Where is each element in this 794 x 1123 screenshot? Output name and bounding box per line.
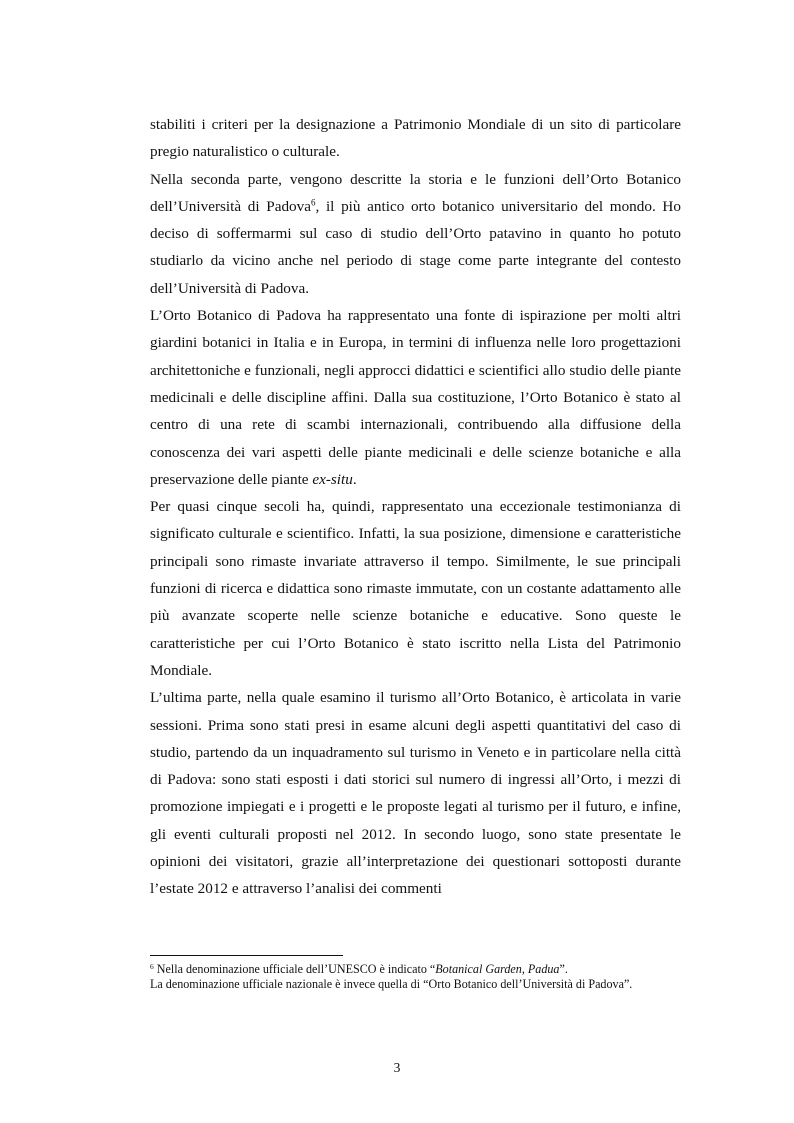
body-text bbox=[150, 111, 681, 903]
paragraph-5: L’ultima parte, nella quale esamino il turismo all’Orto Botanico, è articolata in varie sessioni. Prima sono stati presi in esame alcuni degli aspetti quantitativi del caso di studio, partendo da un inquadramento sul turismo in Veneto e in particolare nella città di Padova: sono stati esposti i dati storici sul numero di ingressi all’Orto, i mezzi di promozione impiegati e i progetti e le proposte legati al turismo per il futuro, e infine, gli eventi culturali proposti nel 2012. In secondo luogo, sono state presentate le opinioni dei visitatori, grazie all’interpretazione dei questionari sottoposti durante l’estate 2012 e attraverso l’analisi dei commenti bbox=[150, 689, 681, 898]
footnote-divider bbox=[150, 955, 343, 956]
paragraph-2: Nella seconda parte, vengono descritte la storia e le funzioni dell’Orto Botanico dell’Università di Padova$^6$, il più antico orto botanico universitario del mondo. Ho deciso di soffermarmi sul caso di studio dell’Orto patavino in quanto ho potuto studiarlo da vicino anche nel periodo di stage come parte integrante del contesto dell’Università di Padova. bbox=[150, 170, 681, 297]
footnote-reference: 6 bbox=[310, 197, 316, 208]
paragraph-3: L’Orto Botanico di Padova ha rappresentato una fonte di ispirazione per molti altri giardini botanici in Italia e in Europa, in termini di influenza nelle loro progettazioni architettoniche e funzionali, negli approcci didattici e scientifici allo studio delle piante medicinali e delle discipline affini. Dalla sua costituzione, l’Orto Botanico è stato al centro di una rete di scambi internazionali, contribuendo alla diffusione della conoscenza dei vari aspetti delle piante medicinali e delle scienze botaniche e alla preservazione delle piante ex-situ. bbox=[150, 307, 681, 488]
footnote-marker: 6 bbox=[150, 961, 154, 971]
paragraph-1: stabiliti i criteri per la designazione a Patrimonio Mondiale di un sito di particolare pregio naturalistico o culturale. bbox=[150, 116, 681, 161]
footnote-6-continued: La denominazione ufficiale nazionale è invece quella di “Orto Botanico dell’Università di Padova”. bbox=[150, 976, 633, 991]
footnote-6: $^6$ Nella denominazione ufficiale dell’UNESCO è indicato “Botanical Garden, Padua”. bbox=[150, 961, 568, 976]
page-number: 3 bbox=[393, 1060, 401, 1075]
paragraph-4: Per quasi cinque secoli ha, quindi, rappresentato una eccezionale testimonianza di significato culturale e scientifico. Infatti, la sua posizione, dimensione e caratteristiche principali sono rimaste invariate attraverso il tempo. Similmente, le sue principali funzioni di ricerca e didattica sono rimaste immutate, con un costante adattamento alle più avanzate scoperte nelle scienze botaniche e educative. Sono queste le caratteristiche per cui l’Orto Botanico è stato iscritto nella Lista del Patrimonio Mondiale. bbox=[150, 498, 681, 679]
footnote-section bbox=[150, 962, 681, 991]
